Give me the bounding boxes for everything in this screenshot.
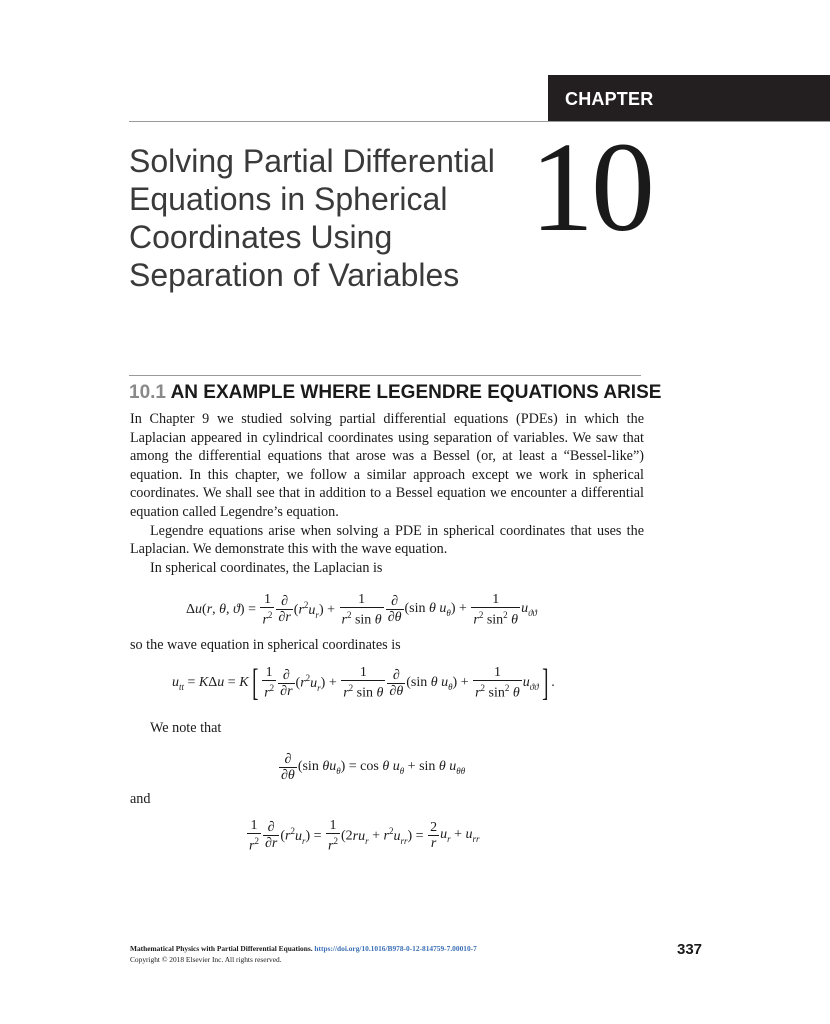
- footer-doi-link[interactable]: https://doi.org/10.1016/B978-0-12-814759-7.00010-7: [314, 944, 477, 953]
- footer-source: [130, 944, 477, 953]
- chapter-label: CHAPTER: [565, 89, 654, 109]
- chapter-title-line: Equations in Spherical: [129, 181, 448, 217]
- chapter-title: [129, 142, 529, 294]
- body-text-line: We note that: [150, 720, 222, 736]
- chapter-title-line: Coordinates Using: [129, 219, 393, 255]
- footer-book-title: Mathematical Physics with Partial Differential Equations.: [130, 944, 313, 953]
- section-rule: [129, 375, 641, 376]
- top-rule: [129, 121, 830, 122]
- chapter-title-line: Solving Partial Differential: [129, 143, 495, 179]
- equation-wave: $u_{tt} = K\Delta u = K$ [ $\frac{1}{r^2}$ $\frac{\partial}{\partial r}$ $(r^2u_r)$ + $\frac{1}{r^2 \sin \theta}$ $\frac{\partial}{\partial\theta}$ (sin θ $u_\theta$) + $\frac{1}{r^2 \sin^2 \theta}$ $u_{ϑϑ}$ ] .: [172, 662, 555, 704]
- body-text-line: and: [130, 791, 151, 807]
- section-heading: [129, 382, 661, 404]
- body-text-line: so the wave equation in spherical coordinates is: [130, 637, 401, 653]
- section-number: 10.1: [129, 382, 166, 403]
- page-number: 337: [677, 941, 703, 958]
- chapter-number: 10: [530, 116, 652, 258]
- body-text: [130, 410, 644, 577]
- equation-radial-derivative: $\frac{1}{r^2}$ $\frac{\partial}{\partial r}$ $(r^2u_r)$ = $\frac{1}{r^2}$ $(2ru_r + r^2u_{rr})$ = $\frac{2}{r}$ $u_r + u_{rr}$: [249, 818, 480, 854]
- equation-theta-derivative: $\frac{\partial}{\partial\theta}$ (sin $\theta u_\theta) = \cos \theta$ $u_\theta + \sin \theta$ $u_{\theta\theta}$: [281, 752, 466, 783]
- footer-copyright: Copyright © 2018 Elsevier Inc. All rights reserved.: [130, 955, 282, 964]
- equation-laplacian: Δu(r, θ, ϑ) = $\frac{1}{r^2}$ $\frac{\partial}{\partial r}$ $(r^2u_r)$ + $\frac{1}{r^2 \sin \theta}$ $\frac{\partial}{\partial\theta}$ (sin θ $u_\theta$) + $\frac{1}{r^2 \sin^2 \theta}$ $u_{ϑϑ}$: [186, 592, 537, 628]
- chapter-title-line: Separation of Variables: [129, 257, 460, 293]
- paragraph: Legendre equations arise when solving a PDE in spherical coordinates that uses the Laplacian. We demonstrate this with the wave equation.: [130, 522, 644, 558]
- section-title: AN EXAMPLE WHERE LEGENDRE EQUATIONS ARISE: [170, 382, 662, 403]
- paragraph: In spherical coordinates, the Laplacian is: [150, 559, 383, 576]
- paragraph: In Chapter 9 we studied solving partial differential equations (PDEs) in which the Laplacian appeared in cylindrical coordinates using separation of variables. We saw that among the differential equations that arose was a Bessel (or, at least a “Bessel-like”) equation. In this chapter, we follow a similar approach except we work in spherical coordinates. We shall see that in addition to a Bessel equation we encounter a differential equation called Legendre’s equation.: [130, 411, 644, 520]
